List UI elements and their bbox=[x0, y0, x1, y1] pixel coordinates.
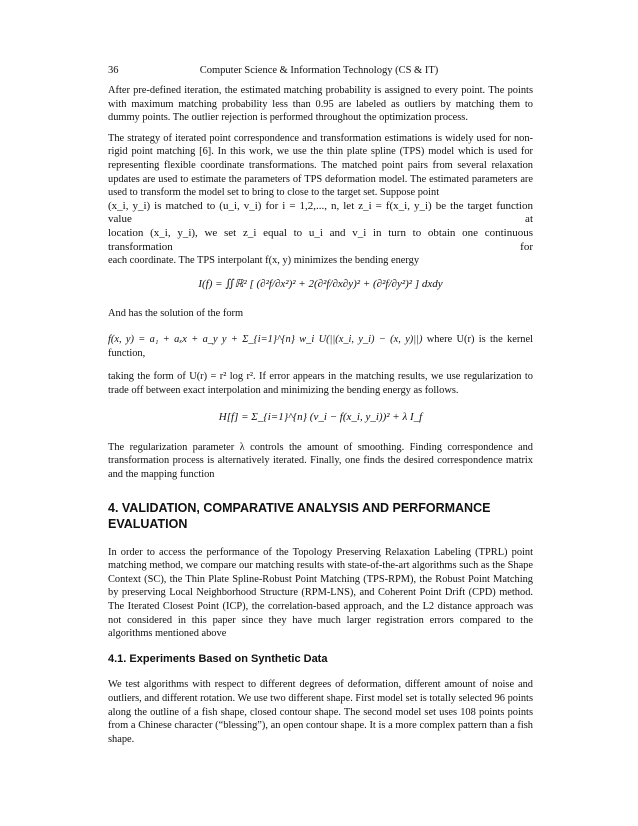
equation-tps-solution bbox=[108, 333, 533, 360]
paragraph-line: (x_i, y_i) is matched to (u_i, v_i) for i = 1,2,..., n, let z_i = f(x_i, y_i) be the target function value at bbox=[108, 199, 533, 226]
paragraph: The regularization parameter λ controls the amount of smoothing. Finding correspondence and transformation process is alternatively iterated. Finally, one finds the desired correspondence matrix and the mapping function bbox=[108, 441, 533, 481]
paragraph: And has the solution of the form bbox=[108, 308, 244, 320]
paragraph: The strategy of iterated point correspondence and transformation estimations is widely used for non-rigid point matching [6]. In this work, we use the thin plate spline (TPS) model which is used for representing flexible coordinate transformations. The matched point pairs from several relaxation updates are used to estimate the parameters of TPS deformation model. The estimated parameters are used to transform the model set to bring to close to the target set. Suppose point bbox=[108, 132, 533, 199]
paragraph-line: location (x_i, y_i), we set z_i equal to u_i and v_i in turn to obtain one continuous transformation for bbox=[108, 226, 533, 253]
paragraph: In order to access the performance of the Topology Preserving Relaxation Labeling (TPRL) point matching method, we compare our matching results with state-of-the-art algorithms such as the Shape Context (SC), the Thin Plate Spline-Robust Point Matching (TPS-RPM), the Robust Point Matching by preserving Local Neighborhood Structure (RPM-LNS), and Coherent Point Drift (CPD) method. The Iterated Closest Point (ICP), the correlation-based approach, and the L2 distance approach was not considered in this paper since they have much larger registration errors compared to the algorithms mentioned above bbox=[108, 546, 533, 640]
subsection-title: 4.1. Experiments Based on Synthetic Data bbox=[108, 652, 328, 665]
paragraph: We test algorithms with respect to different degrees of deformation, different amount of noise and outliers, and different rotation. We use two different shape. First model set is totally selected 96 points along the outline of a fish shape, closed contour shape. The second model set uses 108 points points from a Chinese character (“blessing”), an open contour shape. It is a more complex pattern than a fish shape. bbox=[108, 679, 533, 745]
paragraph: After pre-defined iteration, the estimated matching probability is assigned to every point. The points with maximum matching probability less than 0.95 are labeled as outliers by matching them to dummy points. The outlier rejection is performed throughout the optimization process. bbox=[108, 85, 533, 124]
equation-tail-text: where U(r) is the kernel function, bbox=[108, 333, 533, 359]
page-body bbox=[108, 84, 533, 753]
section-title: 4. VALIDATION, COMPARATIVE ANALYSIS AND PERFORMANCE EVALUATION bbox=[108, 500, 491, 531]
paragraph-line: each coordinate. The TPS interpolant f(x, y) minimizes the bending energy bbox=[108, 255, 420, 267]
paragraph: taking the form of U(r) = r² log r². If error appears in the matching results, we use regularization to trade off between exact interpolation and minimizing the bending energy as follows. bbox=[108, 371, 533, 396]
equation-regularization: H[f] = Σ_{i=1}^{n} (v_i − f(x_i, y_i))² + λ I_f bbox=[218, 411, 423, 424]
journal-title: Computer Science & Information Technology (CS & IT) bbox=[199, 65, 439, 76]
page-number: 36 bbox=[108, 65, 119, 76]
equation-tps: f(x, y) = a₁ + aₓx + a_y y + Σ_{i=1}^{n} w_i U(||(x_i, y_i) − (x, y)||) bbox=[108, 333, 423, 345]
equation-bending-energy: I(f) = ∬ℝ² [ (∂²f/∂x²)² + 2(∂²f/∂x∂y)² + (∂²f/∂y²)² ] dxdy bbox=[198, 277, 443, 290]
